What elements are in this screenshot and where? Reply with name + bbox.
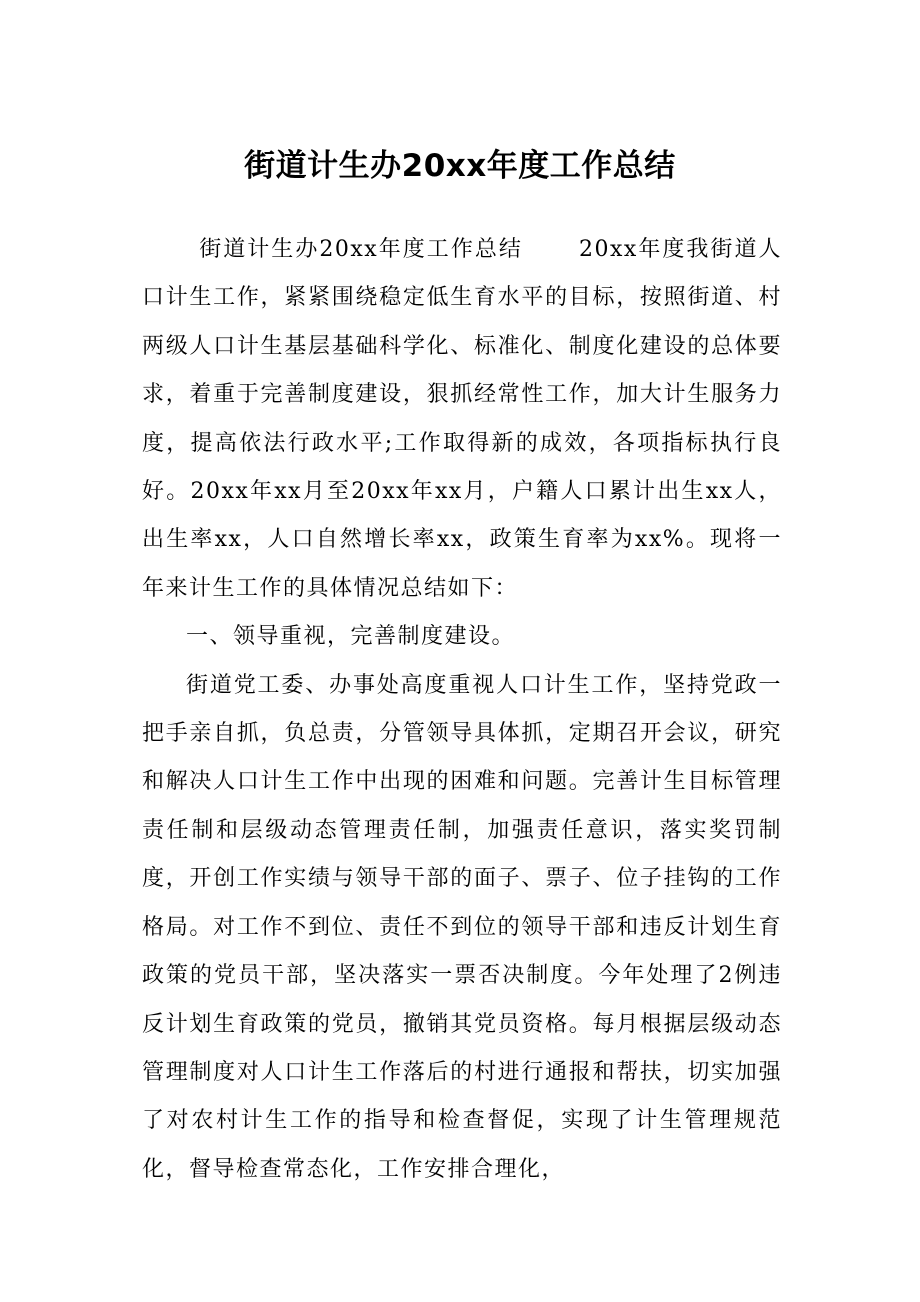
intro-heading: 街道计生办20xx年度工作总结: [199, 237, 523, 262]
body-paragraph: 街道党工委、办事处高度重视人口计生工作，坚持党政一把手亲自抓，负总责，分管领导具体抓，定期召开会议，研究和解决人口计生工作中出现的困难和问题。完善计生目标管理责任制和层级动态管理责任制，加强责任意识，落实奖罚制度，开创工作实绩与领导干部的面子、票子、位子挂钩的工作格局。对工作不到位、责任不到位的领导干部和违反计划生育政策的党员干部，坚决落实一票否决制度。今年处理了2例违反计划生育政策的党员，撤销其党员资格。每月根据层级动态管理制度对人口计生工作落后的村进行通报和帮扶，切实加强了对农村计生工作的指导和检查督促，实现了计生管理规范化，督导检查常态化，工作安排合理化，: [142, 672, 782, 1182]
document-body: [142, 226, 782, 1194]
intro-paragraph: [142, 226, 782, 613]
paragraph-text: 20xx年度我街道人口计生工作，紧紧围绕稳定低生育水平的目标，按照街道、村两级人口计生基层基础科学化、标准化、制度化建设的总体要求，着重于完善制度建设，狠抓经常性工作，加大计生服务力度，提高依法行政水平;工作取得新的成效，各项指标执行良好。20xx年xx月至20xx年xx月，户籍人口累计出生xx人，出生率xx，人口自然增长率xx，政策生育率为xx%。现将一年来计生工作的具体情况总结如下：: [142, 237, 783, 601]
section-heading: 一、领导重视，完善制度建设。: [186, 624, 516, 650]
document-title: 街道计生办20xx年度工作总结: [244, 148, 676, 184]
